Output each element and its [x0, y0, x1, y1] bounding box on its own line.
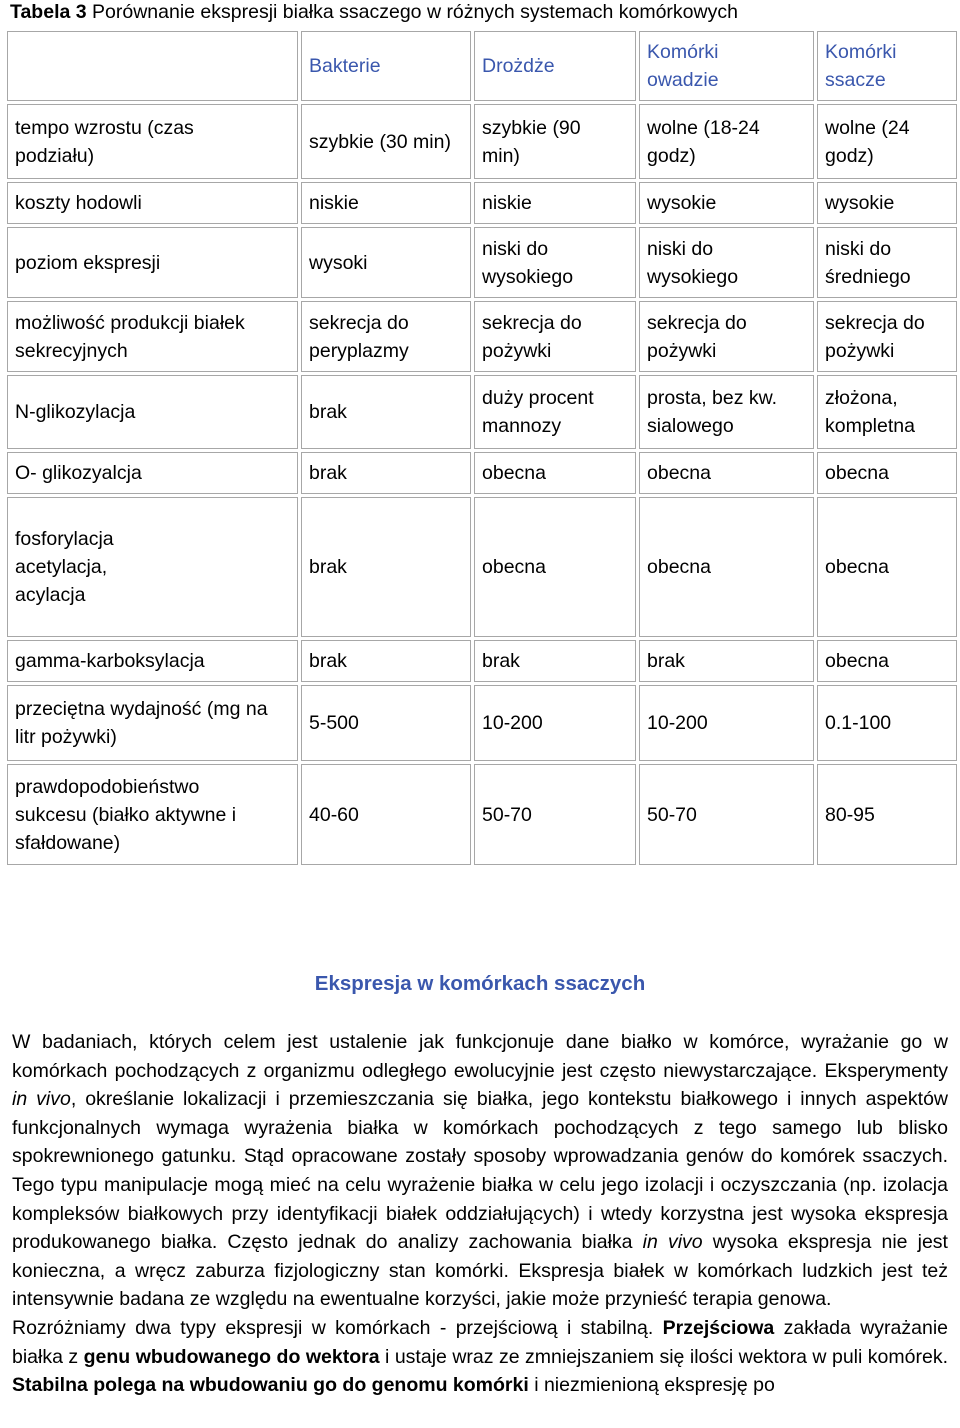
table-cell: szybkie (30 min) — [301, 104, 471, 179]
table-cell: obecna — [817, 452, 957, 494]
body-text — [12, 1028, 948, 1400]
table-row — [7, 301, 957, 372]
table-cell: obecna — [474, 452, 636, 494]
paragraph-2: Rozróżniamy dwa typy ekspresji w komórkach - przejściową i stabilną. Przejściowa zakłada wyrażanie białka z genu wbudowanego do wektora i ustaje wraz ze zmniejszaniem się ilości wektora w puli komórek. Stabilna polega na wbudowaniu go do genomu komórki i niezmienioną ekspresję po — [12, 1316, 948, 1397]
section-heading: Ekspresja w komórkach ssaczych — [314, 972, 646, 995]
table-cell: wolne (24 godz) — [817, 104, 957, 179]
table-cell: obecna — [639, 497, 814, 637]
table-cell: brak — [474, 640, 636, 682]
table-cell: wolne (18-24 godz) — [639, 104, 814, 179]
table-cell: brak — [301, 375, 471, 449]
table-cell: 40-60 — [301, 764, 471, 865]
row-label-cell: fosforylacja acetylacja, acylacja — [7, 497, 298, 637]
table-caption — [10, 2, 738, 22]
table-cell: brak — [301, 640, 471, 682]
row-label-cell: tempo wzrostu (czas podziału) — [7, 104, 298, 179]
table-cell: sekrecja do pożywki — [817, 301, 957, 372]
table-row — [7, 497, 957, 637]
header-cell-empty — [7, 31, 298, 101]
table-row — [7, 104, 957, 179]
table-cell: brak — [639, 640, 814, 682]
table-cell: złożona, kompletna — [817, 375, 957, 449]
row-label-cell: N-glikozylacja — [7, 375, 298, 449]
table-cell: duży procent mannozy — [474, 375, 636, 449]
table-cell: 0.1-100 — [817, 685, 957, 761]
row-label-cell: O- glikozyalcja — [7, 452, 298, 494]
header-cell: Bakterie — [301, 31, 471, 101]
paragraph-1: W badaniach, których celem jest ustalenie jak funkcjonuje dane białko w komórce, wyrażanie go w komórkach pochodzących z organizmu odległego ewolucyjnie jest często niewystarczające. Eksperymenty in vivo, określanie lokalizacji i przemieszczania się białka, jego kontekstu białkowego i innych aspektów funkcjonalnych wymaga wyrażenia białka w komórkach pochodzących z tego samego lub blisko spokrewnionego gatunku. Stąd opracowane zostały sposoby wprowadzania genów do komórek ssaczych. Tego typu manipulacje mogą mieć na celu wyrażenie białka w celu jego izolacji i oczyszczania (np. izolacja kompleksów białkowych przy identyfikacji białek oddziałujących) i wtedy korzystna jest wysoka ekspresja produkowanego białka. Często jednak do analizy zachowania białka in vivo wysoka ekspresja nie jest konieczna, a wręcz zaburza fizjologiczny stan komórki. Ekspresja białek w komórkach ludzkich jest też intensywnie badana ze względu na ewentualne korzyści, jakie może przynieść terapia genowa. — [12, 1031, 948, 1311]
comparison-table — [4, 28, 960, 868]
table-cell: wysokie — [817, 182, 957, 224]
table-cell: obecna — [639, 452, 814, 494]
table-cell: obecna — [817, 497, 957, 637]
row-label-cell: możliwość produkcji białek sekrecyjnych — [7, 301, 298, 372]
table-cell: prosta, bez kw. sialowego — [639, 375, 814, 449]
table-row — [7, 227, 957, 298]
table-cell: niski do wysokiego — [639, 227, 814, 298]
row-label-cell: koszty hodowli — [7, 182, 298, 224]
table-header-row — [7, 31, 957, 101]
table-caption-text: Porównanie ekspresji białka ssaczego w różnych systemach komórkowych — [86, 1, 738, 23]
table-row — [7, 452, 957, 494]
row-label-cell: prawdopodobieństwo sukcesu (białko aktywne i sfałdowane) — [7, 764, 298, 865]
table-cell: obecna — [474, 497, 636, 637]
table-cell: niskie — [474, 182, 636, 224]
table-cell: szybkie (90 min) — [474, 104, 636, 179]
header-cell: Komórki ssacze — [817, 31, 957, 101]
table-row — [7, 182, 957, 224]
table-cell: obecna — [817, 640, 957, 682]
table-cell: 10-200 — [639, 685, 814, 761]
row-label-cell: poziom ekspresji — [7, 227, 298, 298]
table-cell: 80-95 — [817, 764, 957, 865]
header-cell: Drożdże — [474, 31, 636, 101]
table-cell: brak — [301, 497, 471, 637]
table-cell: wysokie — [639, 182, 814, 224]
table-cell: 50-70 — [639, 764, 814, 865]
table-row — [7, 375, 957, 449]
row-label-cell: gamma-karboksylacja — [7, 640, 298, 682]
table-cell: brak — [301, 452, 471, 494]
table-cell: 10-200 — [474, 685, 636, 761]
table-cell: sekrecja do peryplazmy — [301, 301, 471, 372]
table-cell: niski do średniego — [817, 227, 957, 298]
table-cell: wysoki — [301, 227, 471, 298]
table-cell: sekrecja do pożywki — [474, 301, 636, 372]
table-cell: niski do wysokiego — [474, 227, 636, 298]
header-cell: Komórki owadzie — [639, 31, 814, 101]
table-cell: sekrecja do pożywki — [639, 301, 814, 372]
row-label-cell: przeciętna wydajność (mg na litr pożywki) — [7, 685, 298, 761]
table-row — [7, 640, 957, 682]
table-cell: 5-500 — [301, 685, 471, 761]
table-row — [7, 764, 957, 865]
table-cell: 50-70 — [474, 764, 636, 865]
table-row — [7, 685, 957, 761]
table-caption-label: Tabela 3 — [10, 1, 87, 23]
table-cell: niskie — [301, 182, 471, 224]
